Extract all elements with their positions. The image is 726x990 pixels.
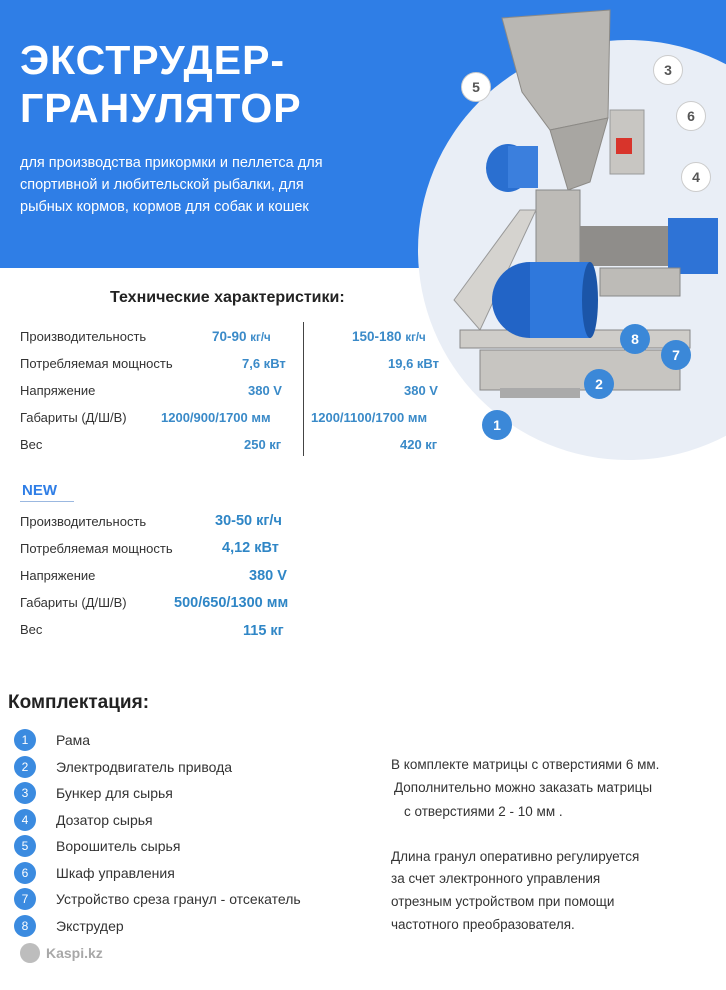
kit-label-3: Бункер для сырья	[56, 785, 173, 801]
spec-v1-0-unit: кг/ч	[250, 332, 271, 344]
kit-num-5: 5	[14, 835, 36, 857]
callout-4: 4	[681, 162, 711, 192]
spec-v2-0	[352, 329, 426, 344]
new-value-0: 30-50 кг/ч	[215, 513, 282, 529]
spec-v1-3: 1200/900/1700 мм	[161, 410, 271, 425]
new-value-1: 4,12 кВт	[222, 540, 279, 556]
callout-3: 3	[653, 55, 683, 85]
note-1-line-1: В комплекте матрицы с отверстиями 6 мм.	[391, 757, 660, 772]
note-1-line-2: Дополнительно можно заказать матрицы	[394, 780, 653, 795]
spec-v2-0-value: 150-180	[352, 329, 402, 344]
title-line-1: ЭКСТРУДЕР-	[20, 37, 286, 83]
new-label-3: Габариты (Д/Ш/В)	[20, 595, 127, 610]
kit-label-1: Рама	[56, 732, 91, 748]
specs-heading: Технические характеристики:	[110, 289, 345, 306]
new-label-0: Производительность	[20, 514, 147, 529]
kit-label-6: Шкаф управления	[56, 865, 175, 881]
kaspi-logo-icon	[20, 943, 40, 963]
note-2-line-4: частотного преобразователя.	[391, 917, 575, 932]
note-2-line-2: за счет электронного управления	[391, 871, 601, 886]
new-value-3: 500/650/1300 мм	[174, 595, 289, 611]
kit-num-4: 4	[14, 809, 36, 831]
note-2-line-1: Длина гранул оперативно регулируется	[391, 849, 640, 864]
callout-5: 5	[461, 72, 491, 102]
new-badge: NEW	[22, 482, 57, 499]
spec-v2-4: 420 кг	[400, 437, 438, 452]
kit-num-8: 8	[14, 915, 36, 937]
kit-heading: Комплектация:	[8, 692, 150, 713]
spec-v1-0-value: 70-90	[212, 329, 247, 344]
spec-v2-1: 19,6 кВт	[388, 356, 440, 371]
spec-label-0: Производительность	[20, 329, 147, 344]
spec-v1-1: 7,6 кВт	[242, 356, 286, 371]
kit-num-2: 2	[14, 756, 36, 778]
note-1-line-3: с отверстиями 2 - 10 мм .	[404, 804, 563, 819]
spec-label-1: Потребляемая мощность	[20, 356, 173, 371]
spec-label-3: Габариты (Д/Ш/В)	[20, 410, 127, 425]
spec-v1-4: 250 кг	[244, 437, 282, 452]
kaspi-logo-text: Kaspi.kz	[46, 945, 103, 961]
new-underline	[20, 501, 74, 502]
spec-v1-2: 380 V	[248, 383, 282, 398]
spec-v2-3: 1200/1100/1700 мм	[311, 410, 428, 425]
title-line-2: ГРАНУЛЯТОР	[20, 85, 302, 131]
new-value-2: 380 V	[249, 568, 287, 584]
callout-1: 1	[482, 410, 512, 440]
kit-num-6: 6	[14, 862, 36, 884]
new-value-4: 115 кг	[243, 623, 284, 639]
kit-label-5: Ворошитель сырья	[56, 838, 181, 854]
spec-label-4: Вес	[20, 437, 43, 452]
spec-v2-0-unit: кг/ч	[405, 332, 426, 344]
callout-6: 6	[676, 101, 706, 131]
note-2-line-3: отрезным устройством при помощи	[391, 894, 615, 909]
kit-label-7: Устройство среза гранул - отсекатель	[56, 891, 301, 907]
kit-label-4: Дозатор сырья	[56, 812, 153, 828]
new-label-1: Потребляемая мощность	[20, 541, 173, 556]
callout-8: 8	[620, 324, 650, 354]
new-label-4: Вес	[20, 622, 43, 637]
kit-label-2: Электродвигатель привода	[56, 759, 233, 775]
spec-v1-0	[212, 329, 271, 344]
new-label-2: Напряжение	[20, 568, 96, 583]
kit-num-7: 7	[14, 888, 36, 910]
kit-label-8: Экструдер	[56, 918, 124, 934]
callout-7: 7	[661, 340, 691, 370]
kit-num-3: 3	[14, 782, 36, 804]
spec-column-divider	[303, 322, 304, 456]
extruder-machine-image	[440, 0, 726, 470]
spec-label-2: Напряжение	[20, 383, 96, 398]
hero-subtitle: для производства прикормки и пеллетса для спортивной и любительской рыбалки, для рыбных кормов, кормов для собак и кошек	[20, 155, 323, 215]
page-title	[20, 36, 302, 132]
spec-v2-2: 380 V	[404, 383, 438, 398]
callout-2: 2	[584, 369, 614, 399]
kit-num-1: 1	[14, 729, 36, 751]
